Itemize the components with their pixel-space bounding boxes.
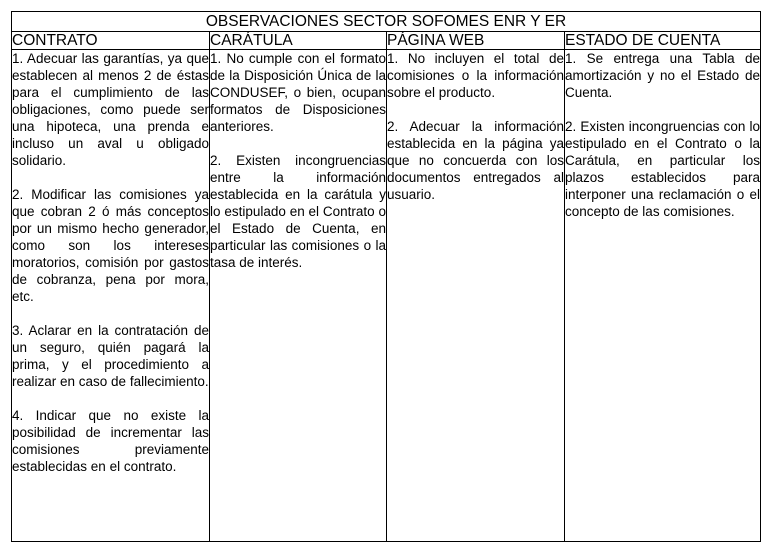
header-row xyxy=(12,32,761,50)
pagina-web-cell xyxy=(387,50,565,542)
contrato-item-1: 1. Adecuar las garantías, ya que establecen al menos 2 de éstas para el cumplimiento de las obligaciones, como puede ser una hipoteca, una prenda e incluso un aval u obligado solidario. xyxy=(12,51,209,168)
column-header-pagina-web: PÁGINA WEB xyxy=(387,32,565,50)
contrato-cell xyxy=(12,50,210,542)
column-header-estado-de-cuenta: ESTADO DE CUENTA xyxy=(565,32,761,50)
caratula-item-2: 2. Existen incongruencias entre la información establecida en la carátula y lo estipulado en el Contrato o el Estado de Cuenta, en particular las comisiones o la tasa de interés. xyxy=(210,153,386,270)
table-title: OBSERVACIONES SECTOR SOFOMES ENR Y ER xyxy=(12,12,761,32)
estado-de-cuenta-item-2: 2. Existen incongruencias con lo estipulado en el Contrato o la Carátula, en particular los plazos establecidos para interponer una reclamación o el concepto de las comisiones. xyxy=(565,119,761,219)
content-row xyxy=(12,50,761,542)
estado-de-cuenta-cell xyxy=(565,50,761,542)
contrato-item-4: 4. Indicar que no existe la posibilidad de incrementar las comisiones previamente establecidas en el contrato. xyxy=(12,408,209,474)
title-row xyxy=(12,12,761,32)
observations-table xyxy=(11,11,761,542)
estado-de-cuenta-item-1: 1. Se entrega una Tabla de amortización y no el Estado de Cuenta. xyxy=(565,51,761,100)
column-header-caratula: CARÁTULA xyxy=(210,32,387,50)
contrato-item-3: 3. Aclarar en la contratación de un seguro, quién pagará la prima, y el procedimiento a realizar en caso de fallecimiento. xyxy=(12,323,209,389)
column-header-contrato: CONTRATO xyxy=(12,32,210,50)
contrato-item-2: 2. Modificar las comisiones ya que cobran 2 ó más conceptos por un mismo hecho generador, como son los intereses moratorios, comisión por gastos de cobranza, pena por mora, etc. xyxy=(12,187,209,304)
caratula-item-1: 1. No cumple con el formato de la Disposición Única de la CONDUSEF, o bien, ocupan formatos de Disposiciones anteriores. xyxy=(210,51,386,134)
caratula-cell xyxy=(210,50,387,542)
pagina-web-item-2: 2. Adecuar la información establecida en la página ya que no concuerda con los documentos entregados al usuario. xyxy=(387,119,564,202)
pagina-web-item-1: 1. No incluyen el total de comisiones o la información sobre el producto. xyxy=(387,51,564,100)
